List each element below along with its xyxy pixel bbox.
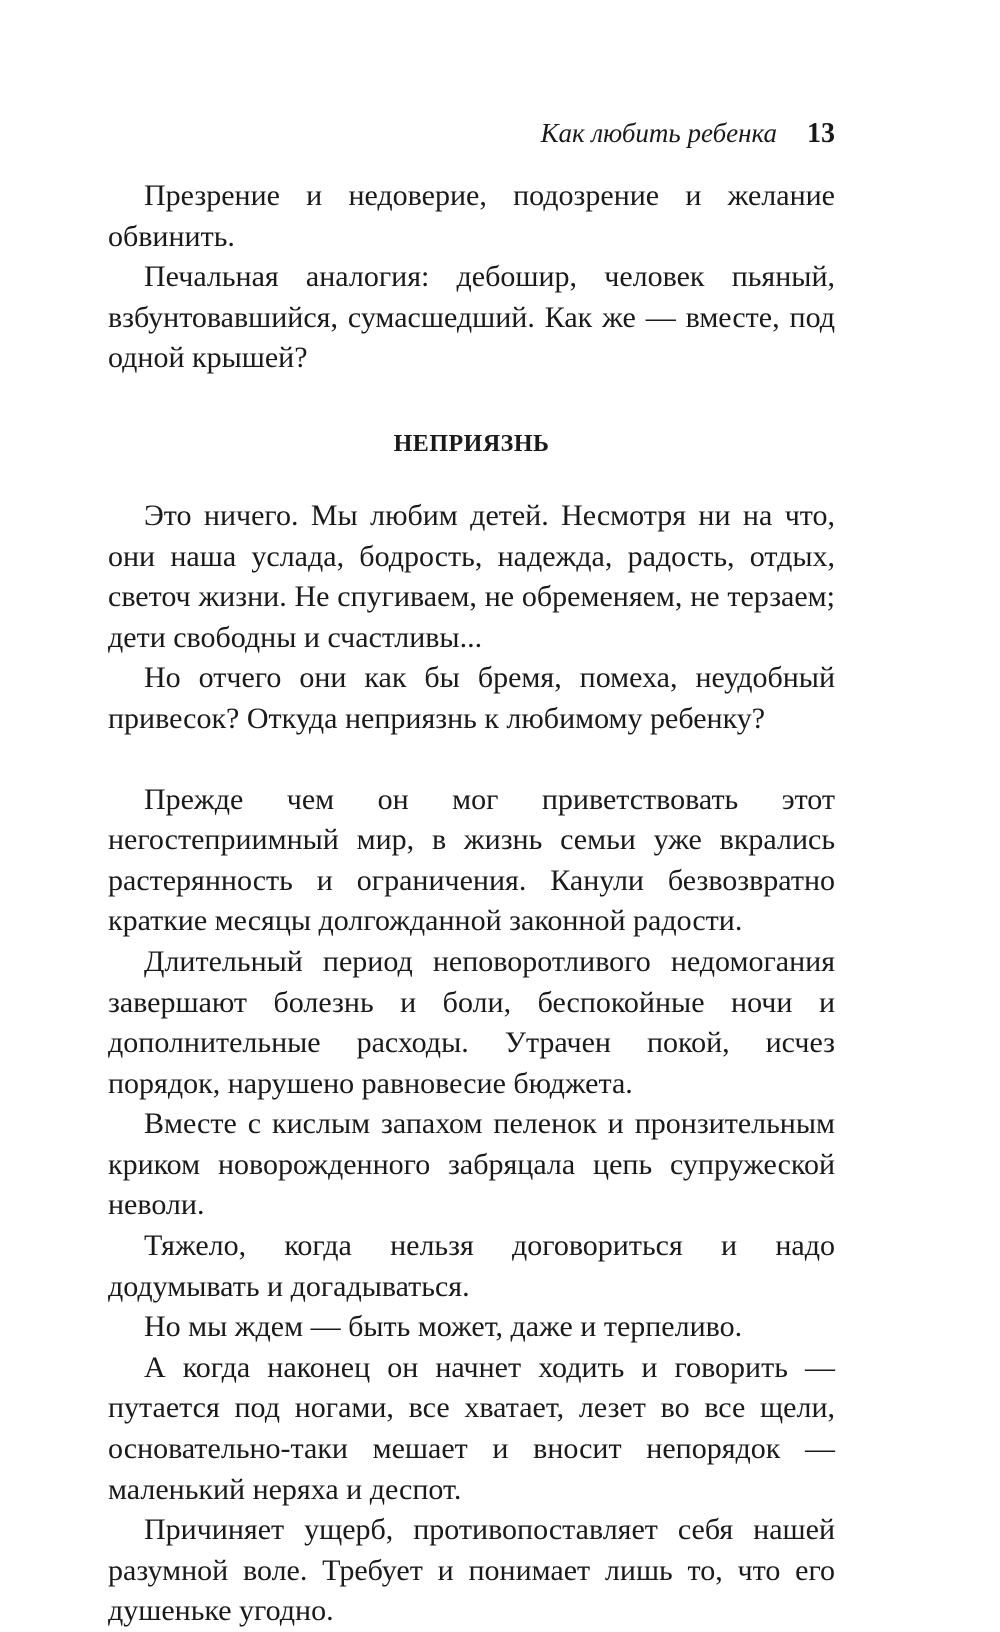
paragraph: Причиняет ущерб, противопоставляет себя нашей разумной воле. Требует и понимает лишь то, что его душеньке угодно. [108,1513,835,1628]
paragraph: Длительный период неповоротливого недомогания завершают болезнь и боли, беспокойные ночи и дополнительные расходы. Утрачен покой, исчез порядок, нарушено равновесие бюджета. [108,944,835,1100]
paragraph: Это ничего. Мы любим детей. Несмотря ни на что, они наша услада, бодрость, надежда, радость, отдых, светоч жизни. Не спугиваем, не обременяем, не терзаем; дети свободны и счастливы... [108,498,835,654]
body-text [108,176,835,1632]
paragraph: А когда наконец он начнет ходить и говорить — путается под ногами, все хватает, лезет во все щели, основательно-таки мешает и вносит непорядок — маленький неряха и деспот. [108,1350,835,1506]
paragraph: Вместе с кислым запахом пеленок и пронзительным криком новорожденного забряцала цепь супружеской неволи. [108,1107,835,1222]
section-heading: НЕПРИЯЗНЬ [393,430,550,457]
page-number: 13 [807,118,835,149]
paragraph: Но отчего они как бы бремя, помеха, неудобный привесок? Откуда неприязнь к любимому ребенку? [108,661,835,735]
paragraph: Но мы ждем — быть может, даже и терпеливо. [144,1310,743,1344]
section-break [108,740,835,780]
paragraph: Тяжело, когда нельзя договориться и надо додумывать и догадываться. [108,1229,835,1303]
paragraph: Печальная аналогия: дебошир, человек пьяный, взбунтовавшийся, сумасшедший. Как же — вместе, под одной крышей? [108,260,835,375]
paragraph: Презрение и недоверие, подозрение и желание обвинить. [108,179,835,253]
running-title: Как любить ребенка [540,118,777,148]
paragraph: Прежде чем он мог приветствовать этот негостеприимный мир, в жизнь семьи уже вкрались растерянность и ограничения. Канули безвозвратно краткие месяцы долгожданной законной радости. [108,782,835,938]
running-head [108,118,835,150]
